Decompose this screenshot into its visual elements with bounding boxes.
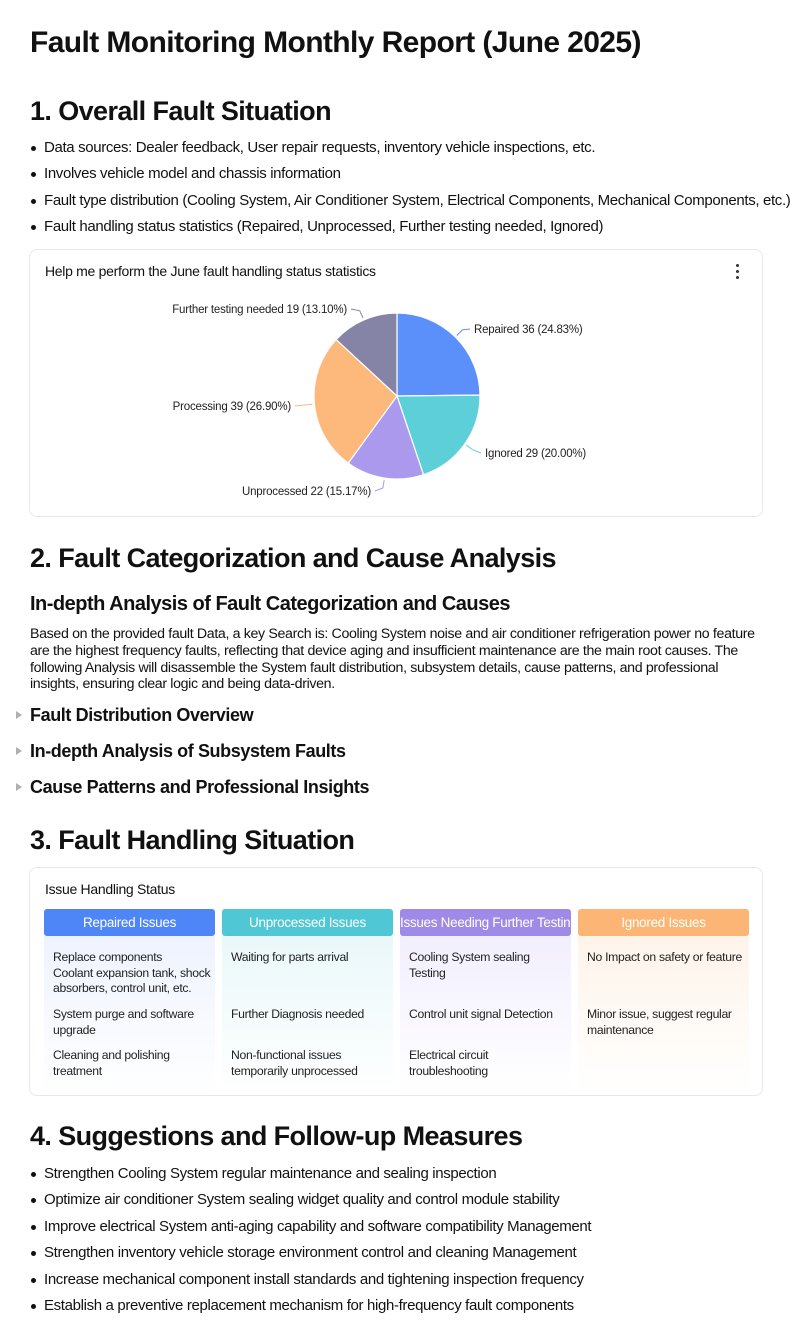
section-1-heading: 1. Overall Fault Situation <box>30 96 331 126</box>
expand-triangle-icon <box>16 747 22 755</box>
list-item: Strengthen inventory vehicle storage environment control and cleaning Management <box>30 1240 591 1266</box>
status-column-unprocessed-issues <box>222 909 393 1093</box>
pie-data-label: Further testing needed 19 (13.10%) <box>172 304 347 316</box>
collapsible-subsystem-faults[interactable] <box>16 741 346 762</box>
list-item: Optimize air conditioner System sealing widget quality and control module stability <box>30 1187 591 1213</box>
status-item: No Impact on safety or feature <box>587 950 742 964</box>
status-column-body <box>44 936 215 1093</box>
chart-card-title: Help me perform the June fault handling status statistics <box>45 263 376 279</box>
status-column-body <box>222 936 393 1093</box>
status-item: Cooling System sealing Testing <box>409 950 530 980</box>
list-item: Fault type distribution (Cooling System, Air Conditioner System, Electrical Components, Mechanical Components, etc.) <box>30 188 790 214</box>
section-4-bullets <box>30 1161 591 1319</box>
status-item: Minor issue, suggest regular maintenance <box>587 1007 732 1037</box>
pie-leader-line <box>351 309 363 318</box>
list-item: Strengthen Cooling System regular maintenance and sealing inspection <box>30 1161 591 1187</box>
status-column-repaired-issues <box>44 909 215 1093</box>
pie-data-label: Unprocessed 22 (15.17%) <box>241 486 371 498</box>
section-2-subheading: In-depth Analysis of Fault Categorization and Causes <box>30 593 510 615</box>
status-column-header: Repaired Issues <box>44 909 215 936</box>
status-column-header: Unprocessed Issues <box>222 909 393 936</box>
list-item: Improve electrical System anti-aging capability and software compatibility Management <box>30 1214 591 1240</box>
section-4-heading: 4. Suggestions and Follow-up Measures <box>30 1121 523 1151</box>
section-1-bullets <box>30 135 790 241</box>
list-item: Involves vehicle model and chassis information <box>30 161 790 187</box>
status-item: Cleaning and polishing treatment <box>53 1048 170 1078</box>
chart-card <box>29 249 763 517</box>
collapsible-label: Cause Patterns and Professional Insights <box>30 777 370 797</box>
status-item: Non-functional issues temporarily unprocessed <box>231 1048 358 1078</box>
status-item: Waiting for parts arrival <box>231 950 349 964</box>
status-column-header: Ignored Issues <box>578 909 749 936</box>
list-item: Increase mechanical component install standards and tightening inspection frequency <box>30 1267 591 1293</box>
status-item: System purge and software upgrade <box>53 1007 194 1037</box>
pie-slice-repaired[interactable] <box>397 313 480 396</box>
status-item: Further Diagnosis needed <box>231 1007 365 1021</box>
expand-triangle-icon <box>16 783 22 791</box>
pie-chart <box>30 250 764 518</box>
collapsible-label: Fault Distribution Overview <box>30 705 254 725</box>
collapsible-cause-patterns[interactable] <box>16 777 369 798</box>
list-item: Fault handling status statistics (Repaired, Unprocessed, Further testing needed, Ignored) <box>30 214 790 240</box>
status-column-body <box>400 936 571 1093</box>
pie-data-label: Repaired 36 (24.83%) <box>474 324 583 336</box>
status-grid <box>44 909 748 1093</box>
pie-leader-line <box>457 329 470 336</box>
status-card <box>29 867 763 1096</box>
analysis-paragraph: Based on the provided fault Data, a key Search is: Cooling System noise and air conditioner refrigeration power no feature are the highest frequency faults, reflecting that device aging and insufficient maintenance are the main root causes. The following Analysis will disassemble the System fault distribution, subsystem details, cause patterns, and professional insights, ensuring clear logic and being data-driven. <box>30 626 755 693</box>
section-3-heading: 3. Fault Handling Situation <box>30 825 355 855</box>
collapsible-fault-distribution[interactable] <box>16 705 253 726</box>
status-item: Control unit signal Detection <box>409 1007 553 1021</box>
list-item: Data sources: Dealer feedback, User repair requests, inventory vehicle inspections, etc. <box>30 135 790 161</box>
pie-leader-line <box>466 445 481 453</box>
pie-leader-line <box>295 404 312 406</box>
list-item: Establish a preventive replacement mechanism for high-frequency fault components <box>30 1293 591 1319</box>
status-column-header: Issues Needing Further Testing <box>400 909 571 936</box>
status-column-ignored-issues <box>578 909 749 1093</box>
status-item: Replace components Coolant expansion tank, shock absorbers, control unit, etc. <box>53 950 211 995</box>
pie-data-label: Ignored 29 (20.00%) <box>485 448 587 460</box>
collapsible-label: In-depth Analysis of Subsystem Faults <box>30 741 346 761</box>
section-2-heading: 2. Fault Categorization and Cause Analysis <box>30 543 556 573</box>
pie-leader-line <box>375 480 384 491</box>
pie-data-label: Processing 39 (26.90%) <box>172 401 291 413</box>
status-item: Electrical circuit troubleshooting <box>409 1048 489 1078</box>
status-column-issues-needing-further-testing <box>400 909 578 1093</box>
expand-triangle-icon <box>16 711 22 719</box>
status-card-title: Issue Handling Status <box>45 881 175 897</box>
status-column-body <box>578 936 749 1093</box>
report-title: Fault Monitoring Monthly Report (June 2025) <box>30 26 641 59</box>
